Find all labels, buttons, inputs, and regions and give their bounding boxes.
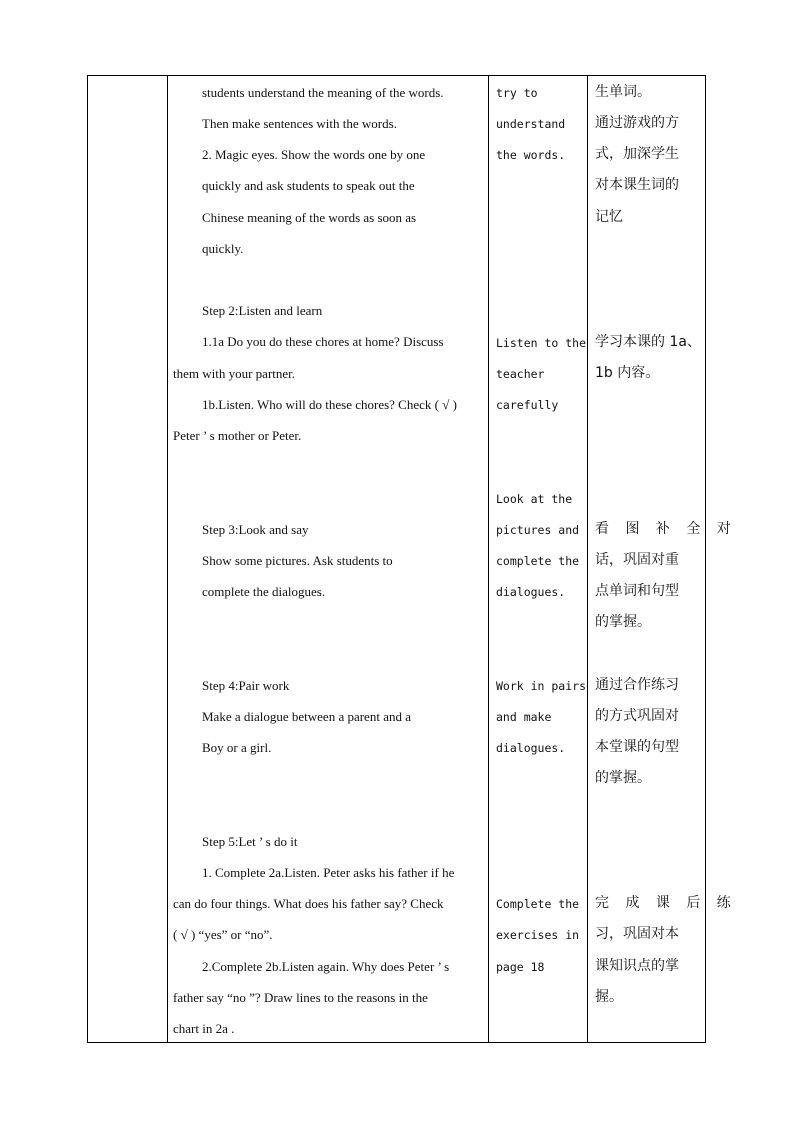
lesson-plan-table	[87, 75, 737, 1043]
text-line: Peter ’ s mother or Peter.	[173, 428, 302, 443]
text-line: dialogues.	[496, 741, 566, 755]
text-line: father say “no ”? Draw lines to the reasons in the	[173, 990, 428, 1005]
text-line: Chinese meaning of the words as soon as	[202, 210, 417, 225]
text-line: 2.Complete 2b.Listen again. Why does Peter ’ s	[202, 959, 450, 974]
design-purpose-column	[588, 76, 737, 1042]
student-activities-column	[489, 76, 587, 1042]
text-line: 生单词。	[595, 84, 651, 100]
text-line: Then make sentences with the words.	[202, 116, 397, 131]
text-line: 点单词和句型	[595, 583, 679, 599]
step-heading: Step 2:Listen and learn	[202, 303, 323, 318]
text-line: 2. Magic eyes. Show the words one by one	[202, 147, 426, 162]
step-heading: Step 3:Look and say	[202, 522, 309, 537]
text-line: teacher	[496, 367, 545, 381]
text-line: chart in 2a .	[173, 1021, 235, 1036]
text-line: Make a dialogue between a parent and a	[202, 709, 411, 724]
text-line: carefully	[496, 398, 559, 412]
text-line: 1.1a Do you do these chores at home? Discuss	[202, 334, 444, 349]
text-line: 通过游戏的方	[595, 115, 679, 131]
text-line: 握。	[595, 989, 623, 1005]
text-line: 的掌握。	[595, 770, 651, 786]
text-line: Boy or a girl.	[202, 740, 272, 755]
text-line: page 18	[496, 960, 545, 974]
text-line: 本堂课的句型	[595, 739, 679, 755]
text-line: and make	[496, 710, 552, 724]
text-line: ( √ ) “yes” or “no”.	[173, 927, 273, 942]
text-line: 习，巩固对本	[595, 926, 679, 942]
text-line: 1. Complete 2a.Listen. Peter asks his father if he	[202, 865, 455, 880]
text-line: 话，巩固对重	[595, 552, 679, 568]
text-line: complete the dialogues.	[202, 584, 326, 599]
text-line: 1b.Listen. Who will do these chores? Check ( √ )	[202, 397, 457, 412]
text-line: quickly and ask students to speak out the	[202, 178, 415, 193]
text-line: 记忆	[595, 209, 623, 225]
text-line: dialogues.	[496, 585, 566, 599]
text-line: exercises in	[496, 928, 580, 942]
text-line: Work in pairs	[496, 679, 587, 693]
text-line: understand	[496, 117, 566, 131]
text-line: students understand the meaning of the words.	[202, 85, 444, 100]
text-line: Look at the	[496, 492, 573, 506]
text-line: 课知识点的掌	[595, 958, 679, 974]
text-line: 的掌握。	[595, 614, 651, 630]
text-line: pictures and	[496, 523, 580, 537]
text-line: the words.	[496, 148, 566, 162]
step-heading: Step 5:Let ’ s do it	[202, 834, 298, 849]
text-line: 式，加深学生	[595, 146, 679, 162]
teaching-activities-column	[168, 76, 488, 1042]
text-line: 通过合作练习	[595, 677, 679, 693]
text-line: 1b 内容。	[595, 365, 660, 381]
text-line: quickly.	[202, 241, 244, 256]
text-line: try to	[496, 86, 538, 100]
text-line: 看 图 补 全 对	[595, 521, 737, 537]
text-line: Show some pictures. Ask students to	[202, 553, 393, 568]
text-line: 对本课生词的	[595, 177, 679, 193]
text-line: 完 成 课 后 练	[595, 895, 737, 911]
text-line: complete the	[496, 554, 580, 568]
text-line: them with your partner.	[173, 366, 296, 381]
text-line: Listen to the	[496, 336, 587, 350]
step-heading: Step 4:Pair work	[202, 678, 290, 693]
text-line: 的方式巩固对	[595, 708, 679, 724]
text-line: Complete the	[496, 897, 580, 911]
text-line: can do four things. What does his father say? Check	[173, 896, 444, 911]
text-line: 学习本课的 1a、	[595, 334, 701, 350]
stage-column	[88, 76, 167, 1042]
